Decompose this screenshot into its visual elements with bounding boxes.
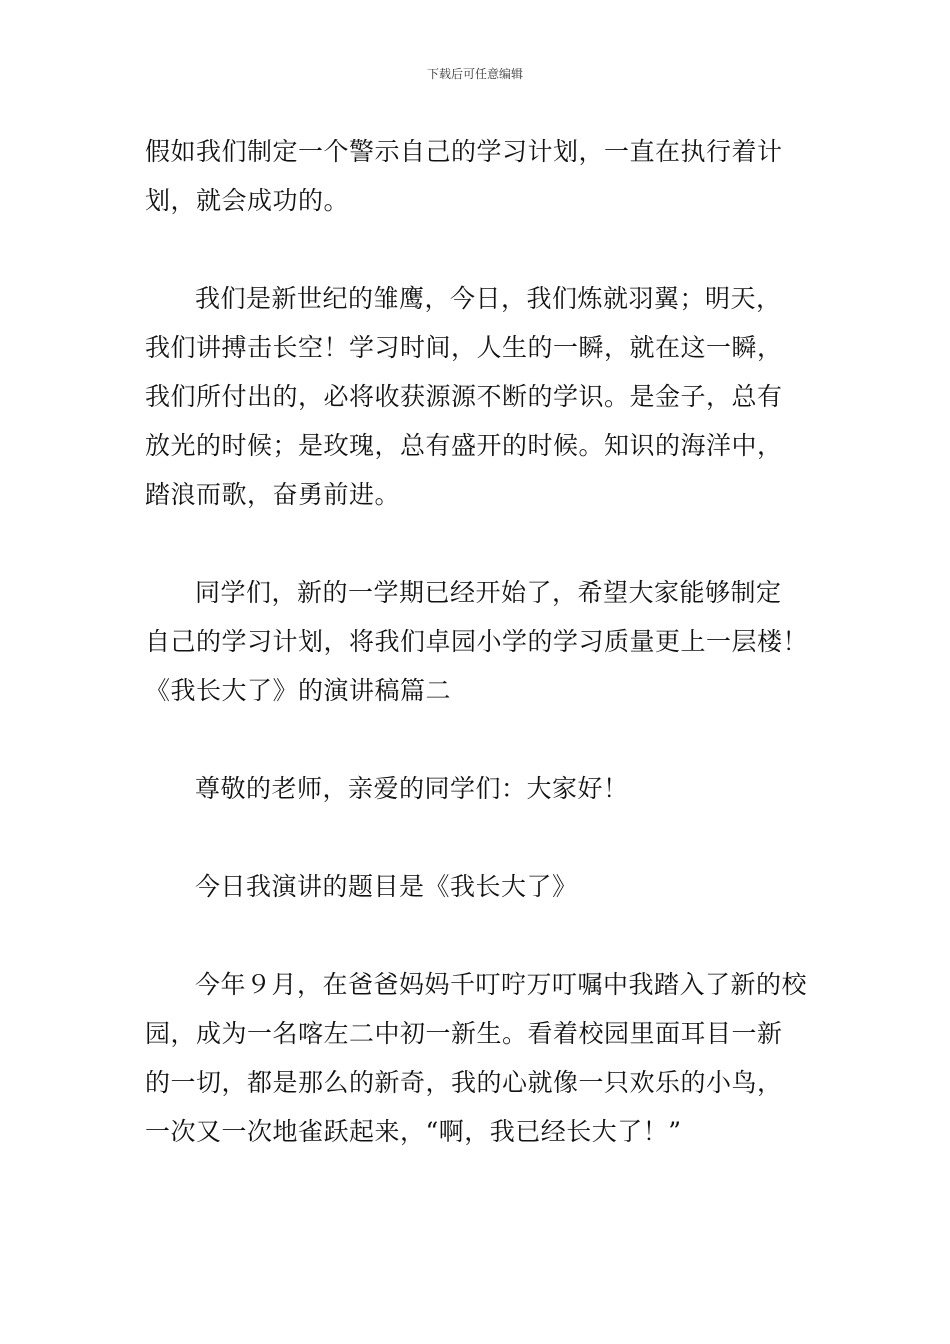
text-line: 我们是新世纪的雏鹰，今日，我们炼就羽翼；明天， [195,284,782,313]
text-line: 同学们，新的一学期已经开始了，希望大家能够制定 [195,578,782,607]
paragraph-3 [145,568,815,715]
text-line: 自己的学习计划，将我们卓园小学的学习质量更上一层楼！ [145,627,809,656]
paragraph-gap [145,519,815,568]
text-line: 我们所付出的，必将收获源源不断的学识。是金子，总有 [145,382,783,411]
document-body [145,127,815,1156]
text-line: 的一切，都是那么的新奇，我的心就像一只欢乐的小鸟， [145,1068,783,1097]
page-header: 下载后可任意编辑 [426,67,523,81]
section-title: 《我长大了》的演讲稿篇二 [145,676,452,705]
paragraph-2 [145,274,815,519]
paragraph-gap [145,715,815,764]
text-line: 尊敬的老师，亲爱的同学们：大家好！ [195,774,629,803]
text-line: 假如我们制定一个警示自己的学习计划，一直在执行着计 [145,137,783,166]
paragraph-6 [145,960,815,1156]
paragraph-gap [145,813,815,862]
paragraph-1 [145,127,815,225]
text-line: 园，成为一名喀左二中初一新生。看着校园里面耳目一新 [145,1019,783,1048]
text-line: 今年９月，在爸爸妈妈千叮咛万叮嘱中我踏入了新的校 [195,970,808,999]
text-line: 今日我演讲的题目是《我长大了》 [195,872,578,901]
text-line: 我们讲搏击长空！学习时间，人生的一瞬，就在这一瞬， [145,333,783,362]
paragraph-5 [145,862,815,911]
paragraph-gap [145,225,815,274]
paragraph-gap [145,911,815,960]
text-line: 踏浪而歌，奋勇前进。 [145,480,401,509]
text-line: 一次又一次地雀跃起来，“啊，我已经长大了！” [145,1117,682,1146]
text-line: 放光的时候；是玫瑰，总有盛开的时候。知识的海洋中， [145,431,783,460]
text-line: 划，就会成功的。 [145,186,350,215]
paragraph-4 [145,764,815,813]
